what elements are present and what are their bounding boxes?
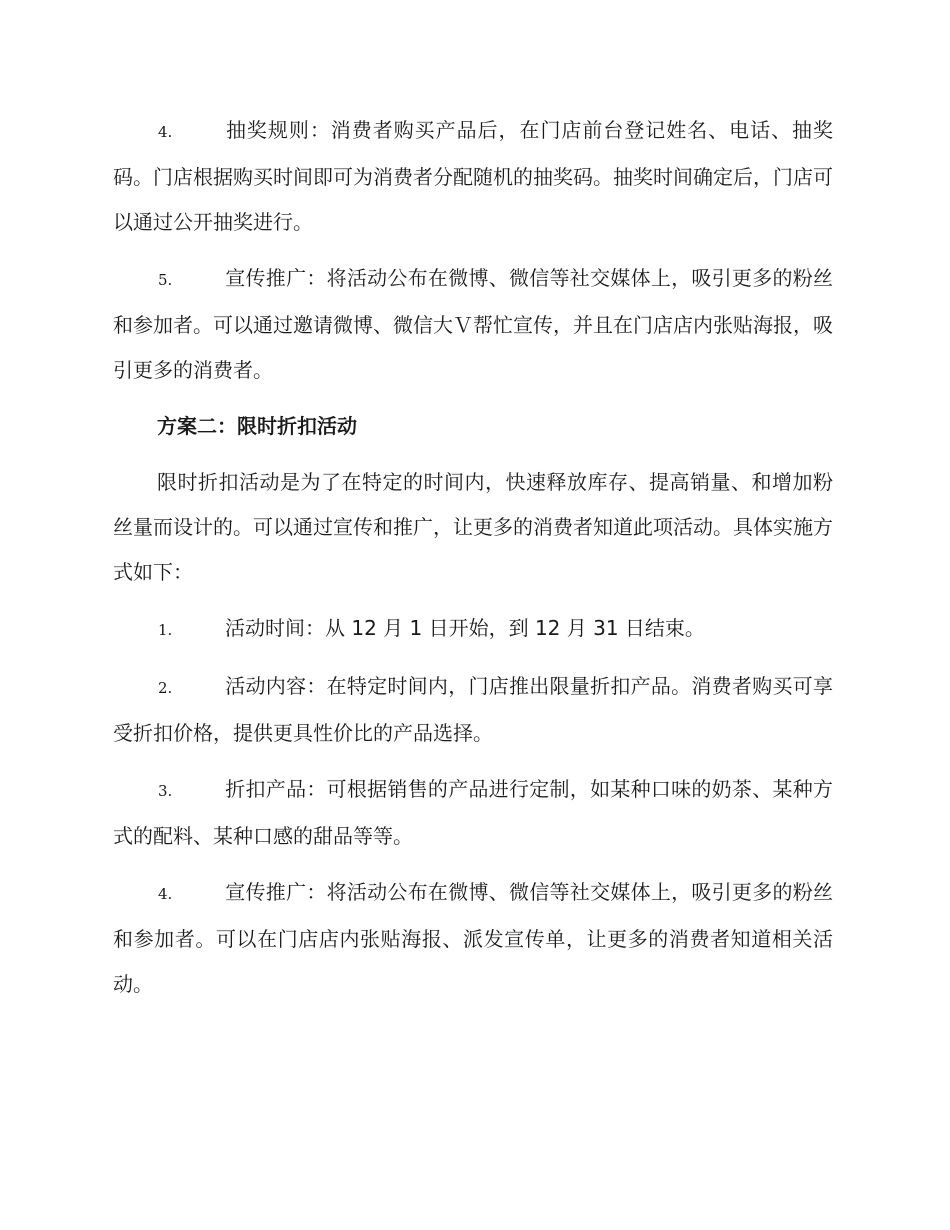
list-number: 1.: [158, 621, 173, 639]
list-number: 2.: [158, 679, 173, 697]
list-item: [113, 664, 833, 756]
list-item: [113, 256, 833, 393]
section-intro: 限时折扣活动是为了在特定的时间内，快速释放库存、提高销量、和增加粉丝量而设计的。可以通过宣传和推广，让更多的消费者知道此项活动。具体实施方式如下：: [113, 470, 833, 584]
list-item: [113, 767, 833, 859]
section-heading: 方案二：限时折扣活动: [157, 414, 357, 438]
list-number: 3.: [158, 782, 173, 800]
list-number: 4.: [158, 885, 173, 903]
list-text: 活动时间：从 12 月 1 日开始，到 12 月 31 日结束。: [225, 616, 705, 640]
list-item: [113, 108, 833, 245]
document-body: [113, 108, 833, 1018]
list-item: [113, 870, 833, 1007]
list-text: 抽奖规则：消费者购买产品后，在门店前台登记姓名、电话、抽奖码。门店根据购买时间即可为消费者分配随机的抽奖码。抽奖时间确定后，门店可以通过公开抽奖进行。: [113, 118, 833, 234]
list-number: 4.: [158, 123, 173, 141]
list-text: 活动内容：在特定时间内，门店推出限量折扣产品。消费者购买可享受折扣价格，提供更具性价比的产品选择。: [113, 674, 833, 745]
list-number: 5.: [158, 271, 173, 289]
list-text: 宣传推广：将活动公布在微博、微信等社交媒体上，吸引更多的粉丝和参加者。可以通过邀请微博、微信大Ｖ帮忙宣传，并且在门店店内张贴海报，吸引更多的消费者。: [113, 266, 833, 382]
list-text: 折扣产品：可根据销售的产品进行定制，如某种口味的奶茶、某种方式的配料、某种口感的甜品等等。: [113, 777, 833, 848]
list-item: [113, 606, 833, 653]
list-text: 宣传推广：将活动公布在微博、微信等社交媒体上，吸引更多的粉丝和参加者。可以在门店店内张贴海报、派发宣传单，让更多的消费者知道相关活动。: [113, 880, 833, 996]
